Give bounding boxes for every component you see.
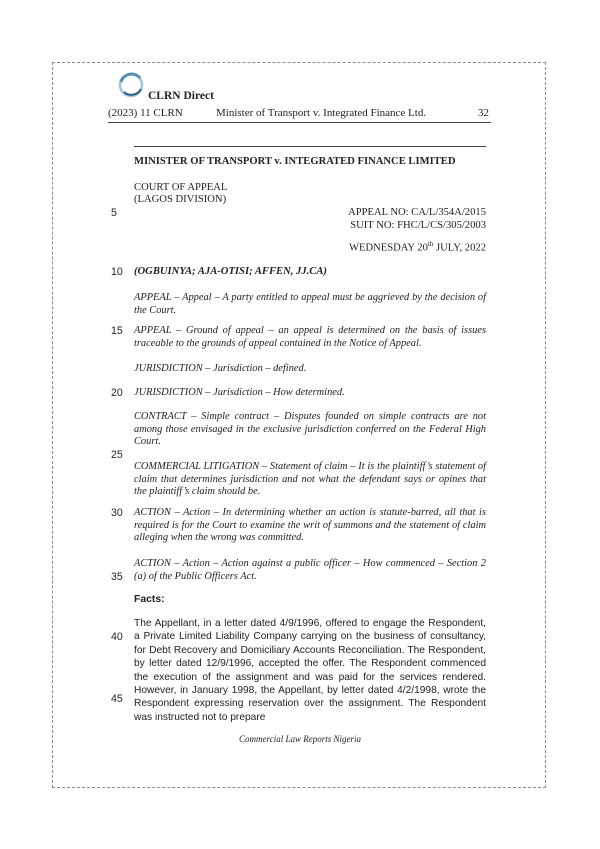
catchword: CONTRACT – Simple contract – Disputes founded on simple contracts are not among those envisaged in the exclusive jurisdiction conferred on the Federal High Court. (134, 411, 486, 448)
header-running-title: Minister of Transport v. Integrated Finance Ltd. (216, 107, 427, 119)
catchword: APPEAL – Appeal – A party entitled to appeal must be aggrieved by the decision of the Court. (134, 292, 486, 316)
catchword: JURISDICTION – Jurisdiction – How determined. (134, 387, 345, 398)
catchword: JURISDICTION – Jurisdiction – defined. (134, 363, 307, 374)
line-number: 20 (111, 387, 123, 399)
footer: Commercial Law Reports Nigeria (239, 734, 361, 744)
line-number: 45 (111, 693, 123, 705)
case-title: MINISTER OF TRANSPORT v. INTEGRATED FINANCE LIMITED (134, 156, 456, 167)
catchword: ACTION – Action – Action against a public officer – How commenced – Section 2 (a) of the Public Officers Act. (134, 558, 486, 582)
line-number: 30 (111, 507, 123, 519)
court-division: (LAGOS DIVISION) (134, 194, 227, 205)
line-number: 25 (111, 449, 123, 461)
coram: (OGBUINYA; AJA-OTISI; AFFEN, JJ.CA) (134, 266, 327, 277)
facts-heading: Facts: (134, 594, 165, 605)
appeal-number: APPEAL NO: CA/L/354A/2015 (348, 207, 486, 218)
header-page-number: 32 (478, 107, 489, 119)
suit-number: SUIT NO: FHC/L/CS/305/2003 (350, 220, 486, 231)
clrn-logo-icon (116, 70, 146, 100)
line-number: 35 (111, 571, 123, 583)
court-name: COURT OF APPEAL (134, 182, 228, 193)
catchword: ACTION – Action – In determining whether an action is statute-barred, all that is required is for the Court to examine the writ of summons and the statement of claim alleging when the wrong was committed. (134, 507, 486, 544)
catchword: APPEAL – Ground of appeal – an appeal is determined on the basis of issues traceable to the grounds of appeal contained in the Notice of Appeal. (134, 325, 486, 349)
brand-name: CLRN Direct (148, 90, 214, 102)
header-citation: (2023) 11 CLRN (108, 107, 183, 119)
facts-body: The Appellant, in a letter dated 4/9/1996, offered to engage the Respondent, a Private Limited Liability Company carrying on the business of consultancy, for Debt Recovery and Domiciliary Accounts Reconciliation. The Respondent, by letter dated 12/9/1996, accepted the offer. The Respondent commenced the execution of the assignment and was paid for the services rendered. However, in January 1998, the Appellant, by letter dated 4/2/1998, wrote the Respondent expressing reservation over the assignment. The Respondent was instructed not to prepare (134, 618, 486, 723)
line-number: 40 (111, 631, 123, 643)
line-number: 10 (111, 266, 123, 278)
line-number: 5 (111, 207, 117, 219)
catchword: COMMERCIAL LITIGATION – Statement of claim – It is the plaintiff’s statement of claim that determines jurisdiction and not what the defendant says or opines that the plaintiff’s claim should be. (134, 461, 486, 498)
line-number: 15 (111, 325, 123, 337)
title-rule (134, 146, 486, 147)
judgment-date: WEDNESDAY 20th JULY, 2022 (348, 240, 486, 254)
header-rule (108, 122, 491, 123)
